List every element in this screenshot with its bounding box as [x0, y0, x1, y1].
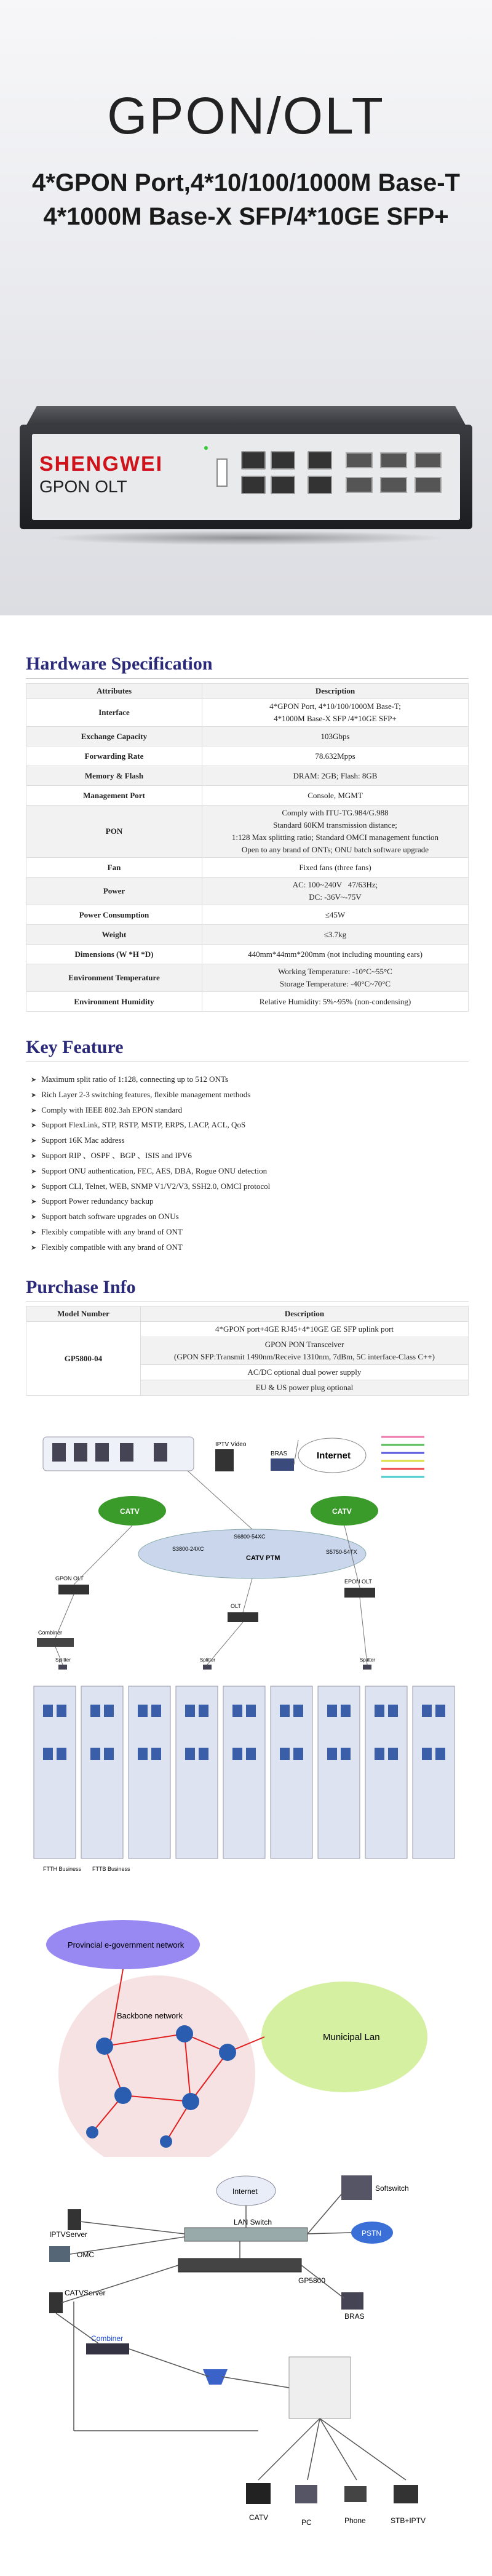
bras-icon — [341, 2292, 363, 2310]
purchase-description — [141, 1380, 469, 1396]
purchase-description — [141, 1337, 469, 1365]
device-model-label: GPON OLT — [39, 477, 127, 496]
label-pstn: PSTN — [362, 2229, 382, 2238]
rj45-port — [308, 451, 332, 470]
col-attributes: Attributes — [26, 684, 202, 699]
feature-item: ➤ Flexibly compatible with any brand of ONT — [31, 1225, 461, 1240]
sfp-port — [380, 452, 407, 468]
purchase-description-line: (GPON SFP:Transmit 1490nm/Receive 1310nm, 7dBm, 5C interface-Class C++) — [173, 1352, 435, 1361]
label-catv-left: CATV — [120, 1507, 140, 1516]
table-header-row — [26, 1306, 469, 1322]
label-s6800: S6800-54XC — [234, 1534, 266, 1540]
spec-attribute: Weight — [26, 925, 202, 945]
label-bras: BRAS — [344, 2312, 365, 2321]
sfp-port — [380, 477, 407, 493]
feature-item: ➤ Support 16K Mac address — [31, 1133, 461, 1148]
table-row — [26, 746, 469, 766]
device-icon — [57, 1705, 66, 1717]
usb-port — [216, 458, 228, 487]
rj45-port — [308, 476, 332, 494]
spec-value-line: ≤3.7kg — [323, 929, 347, 939]
spec-attribute: Power Consumption — [26, 905, 202, 925]
omc-icon — [49, 2246, 70, 2262]
feature-item: ➤ Maximum split ratio of 1:128, connecting up to 512 ONTs — [31, 1072, 461, 1087]
col-description: Description — [141, 1306, 469, 1322]
label-catv-server: CATVServer — [65, 2289, 106, 2297]
hero-subtitle-1: 4*GPON Port,4*10/100/1000M Base-T — [32, 169, 460, 196]
hardware-spec-table — [26, 683, 469, 1012]
status-led — [204, 446, 208, 450]
spec-value-line: Working Temperature: -10°C~55°C — [278, 967, 392, 976]
table-row — [26, 925, 469, 945]
label-municipal: Municipal Lan — [323, 2032, 380, 2042]
spec-value-line: Relative Humidity: 5%~95% (non-condensing) — [259, 996, 411, 1006]
rj45-port — [271, 451, 295, 470]
sfp-port — [346, 477, 373, 493]
label-s3800: S3800-24XC — [172, 1546, 204, 1552]
device-icon — [246, 1705, 256, 1717]
iptv-server-icon — [68, 2209, 81, 2230]
device-shadow — [44, 530, 448, 545]
device-icon — [104, 1705, 114, 1717]
brand-logo: SHENGWEI — [39, 452, 164, 476]
label-phone: Phone — [344, 2516, 366, 2525]
epon-olt-icon — [344, 1588, 375, 1598]
spec-attribute: Interface — [26, 699, 202, 727]
feature-item: ➤ Support CLI, Telnet, WEB, SNMP V1/V2/V3, SSH2.0, OMCI protocol — [31, 1179, 461, 1194]
feature-item: ➤ Support ONU authentication, FEC, AES, DBA, Rogue ONU detection — [31, 1164, 461, 1179]
label-catv-right: CATV — [332, 1507, 352, 1516]
purchase-description-line: 4*GPON port+4GE RJ45+4*10GE GE SFP uplink port — [215, 1324, 394, 1334]
device-icon — [375, 1705, 384, 1717]
device-icon — [280, 1705, 290, 1717]
spec-value — [202, 746, 469, 766]
rj45-port — [241, 476, 266, 494]
sfp-port — [415, 452, 442, 468]
table-row — [26, 1322, 469, 1337]
device-icon — [232, 1705, 242, 1717]
key-feature-heading: Key Feature — [26, 1037, 124, 1057]
device-icon — [138, 1748, 148, 1760]
spec-value-line: DRAM: 2GB; Flash: 8GB — [293, 770, 378, 780]
spec-value-line: Open to any brand of ONTs; ONU batch software upgrade — [241, 845, 429, 854]
device-icon — [375, 1748, 384, 1760]
spec-value — [202, 858, 469, 878]
network-topology-diagram — [0, 1422, 492, 1883]
catv-tv-icon — [246, 2483, 271, 2504]
catv-server-icon — [49, 2292, 63, 2313]
label-catv-ptm: CATV PTM — [246, 1554, 280, 1562]
access-group-box — [413, 1686, 454, 1858]
iptv-video-icon — [215, 1449, 234, 1471]
device-icon — [43, 1748, 53, 1760]
spec-value — [202, 806, 469, 858]
spec-value — [202, 727, 469, 746]
label-gp5800: GP5800 — [298, 2276, 326, 2285]
bras-icon — [271, 1458, 294, 1471]
spec-value — [202, 699, 469, 727]
device-icon — [104, 1748, 114, 1760]
label-iptv-video: IPTV Video — [215, 1441, 247, 1448]
table-row — [26, 699, 469, 727]
feature-item: ➤ Support RIP 、OSPF 、BGP 、ISIS and IPV6 — [31, 1148, 461, 1164]
purchase-description — [141, 1322, 469, 1337]
purchase-description-line: AC/DC optional dual power supply — [247, 1367, 362, 1377]
device-icon — [422, 1748, 432, 1760]
device-icon — [199, 1748, 208, 1760]
device-icon — [90, 1748, 100, 1760]
stb-iptv-icon — [394, 2485, 418, 2503]
spec-value-line: 4*GPON Port, 4*10/100/1000M Base-T; — [269, 702, 401, 711]
rj45-port — [271, 476, 295, 494]
gp5800-icon — [178, 2258, 301, 2272]
spec-value — [202, 786, 469, 806]
device-icon — [293, 1705, 303, 1717]
feature-list — [31, 1072, 461, 1255]
spec-value-line: Storage Temperature: -40°C~70°C — [279, 979, 391, 988]
label-s5750: S5750-54TX — [326, 1549, 357, 1555]
device-icon — [232, 1748, 242, 1760]
device-icon — [293, 1748, 303, 1760]
section-divider — [26, 678, 469, 679]
device-icon — [185, 1705, 195, 1717]
spec-value-line: Comply with ITU-TG.984/G.988 — [282, 808, 389, 817]
access-group-box — [129, 1686, 170, 1858]
label-backbone: Backbone network — [117, 2011, 183, 2020]
table-row — [26, 786, 469, 806]
government-network-diagram — [0, 1898, 492, 2157]
device-icon — [341, 1748, 351, 1760]
spec-attribute: Power — [26, 878, 202, 905]
device-icon — [151, 1748, 161, 1760]
table-row — [26, 905, 469, 925]
spec-attribute: Fan — [26, 858, 202, 878]
spec-attribute: Environment Temperature — [26, 964, 202, 992]
gpon-olt-icon — [58, 1585, 89, 1594]
spec-attribute: Management Port — [26, 786, 202, 806]
feature-item: ➤ Support batch software upgrades on ONUs — [31, 1209, 461, 1225]
pc-icon — [295, 2485, 317, 2503]
label-ftth: FTTH Business — [43, 1866, 82, 1872]
device-front-panel — [32, 434, 460, 520]
olt-icon — [228, 1612, 258, 1622]
sfp-port — [346, 452, 373, 468]
spec-value — [202, 992, 469, 1012]
label-iptv-server: IPTVServer — [49, 2230, 88, 2239]
hero-subtitle-2: 4*1000M Base-X SFP/4*10GE SFP+ — [43, 203, 449, 230]
device-icon — [138, 1705, 148, 1717]
feature-item: ➤ Flexibly compatible with any brand of ONT — [31, 1240, 461, 1255]
label-catv: CATV — [249, 2513, 269, 2522]
table-row — [26, 858, 469, 878]
spec-attribute: Dimensions (W *H *D) — [26, 945, 202, 964]
label-combiner: Combiner — [91, 2334, 124, 2343]
purchase-description-line: EU & US power plug optional — [255, 1383, 354, 1392]
spec-value-line: Standard 60KM transmission distance; — [273, 820, 397, 830]
label-splitter: Splitter — [55, 1657, 71, 1663]
device-icon — [435, 1748, 445, 1760]
device-icon — [57, 1748, 66, 1760]
phone-icon — [344, 2486, 367, 2502]
label-fttb: FTTB Business — [92, 1866, 130, 1872]
table-row — [26, 964, 469, 992]
table-row — [26, 766, 469, 786]
spec-value-line: 440mm*44mm*200mm (not including mounting ears) — [248, 949, 423, 959]
access-group-box — [223, 1686, 265, 1858]
spec-value — [202, 905, 469, 925]
label-softswitch: Softswitch — [375, 2184, 409, 2193]
rj45-port — [241, 451, 266, 470]
spec-attribute: PON — [26, 806, 202, 858]
device-icon — [435, 1705, 445, 1717]
feature-item: ➤ Rich Layer 2-3 switching features, flexible management methods — [31, 1087, 461, 1103]
access-group-box — [176, 1686, 218, 1858]
access-group-box — [81, 1686, 123, 1858]
label-internet: Internet — [317, 1450, 351, 1461]
label-stb-iptv: STB+IPTV — [391, 2516, 426, 2525]
hero-title: GPON/OLT — [107, 87, 385, 145]
device-icon — [341, 1705, 351, 1717]
softswitch-icon — [341, 2175, 372, 2200]
spec-attribute: Memory & Flash — [26, 766, 202, 786]
device-icon — [151, 1705, 161, 1717]
purchase-description — [141, 1365, 469, 1380]
access-groups — [34, 1686, 454, 1858]
table-row — [26, 727, 469, 746]
feature-item: ➤ Support Power redundancy backup — [31, 1194, 461, 1209]
device-icon — [327, 1705, 337, 1717]
device-icon — [246, 1748, 256, 1760]
device-icon — [422, 1705, 432, 1717]
device-icon — [388, 1748, 398, 1760]
label-epon-olt: EPON OLT — [344, 1578, 372, 1585]
table-header-row — [26, 684, 469, 699]
label-gpon-olt: GPON OLT — [55, 1575, 84, 1582]
hero-banner — [0, 0, 492, 615]
col-model-number: Model Number — [26, 1306, 141, 1322]
spec-value — [202, 945, 469, 964]
label-omc: OMC — [77, 2250, 94, 2259]
spec-value — [202, 766, 469, 786]
ftth-application-diagram — [0, 2160, 492, 2566]
ont-cabinet-icon — [289, 2357, 351, 2418]
spec-value-line: ≤45W — [325, 910, 346, 919]
sfp-port — [415, 477, 442, 493]
device-icon — [199, 1705, 208, 1717]
access-group-box — [271, 1686, 312, 1858]
access-group-box — [34, 1686, 76, 1858]
label-bras: BRAS — [271, 1450, 288, 1457]
spec-attribute: Environment Humidity — [26, 992, 202, 1012]
device-icon — [185, 1748, 195, 1760]
device-icon — [280, 1748, 290, 1760]
spec-attribute: Forwarding Rate — [26, 746, 202, 766]
label-combiner: Combiner — [38, 1630, 63, 1636]
access-group-box — [318, 1686, 360, 1858]
feature-item: ➤ Support FlexLink, STP, RSTP, MSTP, ERPS, LACP, ACL, QoS — [31, 1118, 461, 1133]
hardware-spec-heading: Hardware Specification — [26, 654, 213, 674]
spec-value-line: 4*1000M Base-X SFP /4*10GE SFP+ — [274, 714, 397, 723]
label-provincial: Provincial e-government network — [68, 1940, 184, 1950]
device-icon — [43, 1705, 53, 1717]
spec-value — [202, 878, 469, 905]
device-icon — [388, 1705, 398, 1717]
spec-value — [202, 964, 469, 992]
table-row — [26, 945, 469, 964]
purchase-description-line: GPON PON Transceiver — [264, 1340, 344, 1349]
lan-switch-icon — [184, 2228, 308, 2241]
label-lan-switch: LAN Switch — [234, 2218, 272, 2226]
purchase-info-heading: Purchase Info — [26, 1277, 136, 1297]
olt-device-image — [20, 394, 472, 554]
purchase-table — [26, 1306, 469, 1396]
spec-value-line: 78.632Mpps — [315, 751, 355, 761]
label-pc: PC — [301, 2518, 312, 2527]
label-internet: Internet — [232, 2187, 258, 2196]
spec-attribute: Exchange Capacity — [26, 727, 202, 746]
label-splitter: Splitter — [200, 1657, 215, 1663]
combiner-icon — [86, 2343, 129, 2354]
spec-value — [202, 925, 469, 945]
spec-value-line: 103Gbps — [320, 731, 350, 741]
access-group-box — [365, 1686, 407, 1858]
spec-value-line: DC: -36V~-75V — [309, 892, 362, 902]
spec-value-line: Console, MGMT — [308, 790, 363, 800]
spec-value-line: 1:128 Max splitting ratio; Standard OMCI management function — [231, 833, 439, 842]
feature-item: ➤ Comply with IEEE 802.3ah EPON standard — [31, 1103, 461, 1118]
table-row — [26, 806, 469, 858]
label-splitter: Splitter — [360, 1657, 375, 1663]
model-number: GP5800-04 — [26, 1322, 141, 1396]
table-row — [26, 878, 469, 905]
spec-value-line: Fixed fans (three fans) — [299, 862, 371, 872]
combiner-icon — [37, 1638, 74, 1647]
label-olt: OLT — [231, 1603, 241, 1609]
spec-value-line: AC: 100~240V 47/63Hz; — [292, 880, 378, 889]
table-row — [26, 992, 469, 1012]
device-icon — [90, 1705, 100, 1717]
device-icon — [327, 1748, 337, 1760]
col-description: Description — [202, 684, 469, 699]
